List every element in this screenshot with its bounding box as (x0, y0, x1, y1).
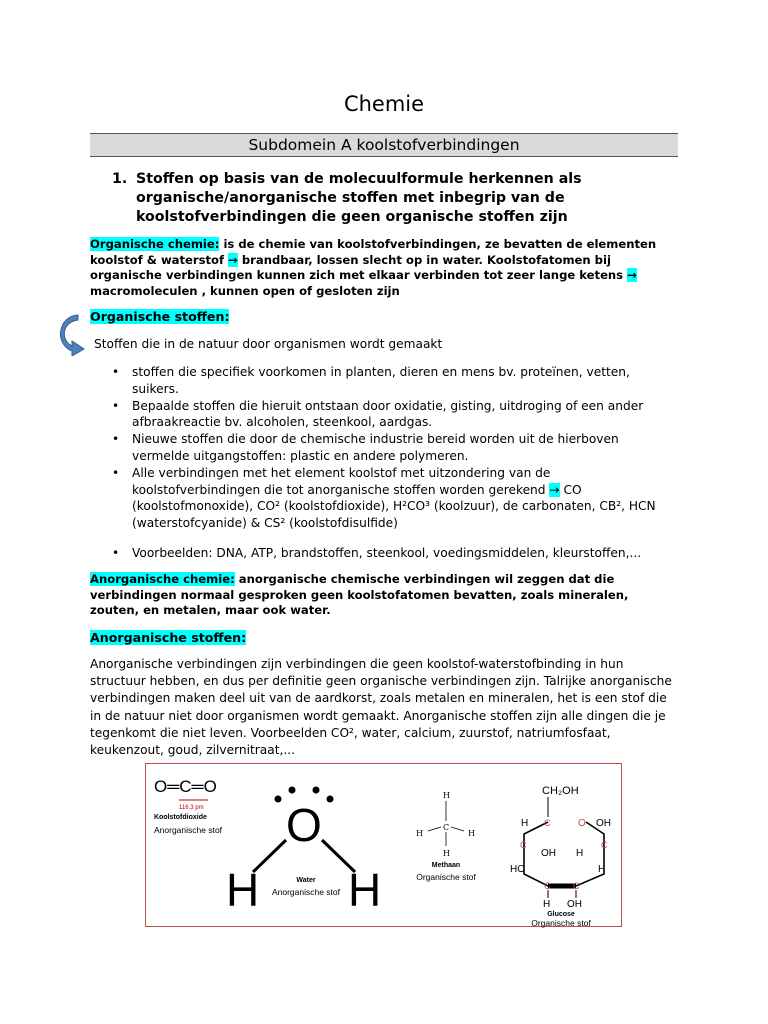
glucose-h: H (598, 864, 606, 875)
methaan-h-right: H (468, 829, 475, 838)
organische-chemie-text-c: macromoleculen , kunnen open of gesloten zijn (90, 283, 400, 298)
methaan-type: Organische stof (416, 872, 476, 882)
glucose-o: O (578, 818, 586, 829)
lone-pair-dot (327, 796, 334, 803)
bullet-icon: • (112, 398, 120, 413)
glucose-ch2oh: CH₂OH (542, 785, 579, 797)
subdomain-heading: Subdomein A koolstofverbindingen (90, 133, 678, 157)
glucose-h: H (521, 818, 529, 829)
bullet-icon: • (112, 465, 120, 480)
voorbeelden-list (112, 545, 672, 562)
anorganische-chemie-paragraph: Anorganische chemie: anorganische chemische verbindingen wil zeggen dat die verbindingen normaal gesproken geen koolstofatomen bevatten, zoals mineralen, zouten, en metalen, maar ook water. (90, 572, 629, 617)
water-type: Anorganische stof (271, 887, 341, 897)
bullet-icon: • (112, 546, 120, 560)
lone-pair-dot (289, 787, 296, 794)
lone-pair-dot (275, 796, 282, 803)
heading-text: Stoffen op basis van de molecuulformule herkennen als organische/anorganische stoffen met inbegrip van de koolstofverbindingen die geen organische stoffen zijn (136, 171, 582, 225)
page-title: Chemie (343, 92, 425, 116)
co2-bond-length: 116.3 pm (179, 805, 204, 811)
methaan-h-bottom: H (443, 849, 450, 858)
glucose-ho: HO (510, 864, 525, 875)
organische-chemie-paragraph (90, 237, 680, 299)
heading-number: 1. (112, 171, 128, 187)
molecule-figure (145, 763, 622, 927)
list-item: • Alle verbindingen met het element koolstof met uitzondering van de koolstofverbindingen die tot anorganische stoffen worden gerekend → CO (koolstofmonoxide), CO² (koolstofdioxide), H²CO³ (koolzuur), de carbonaten, CB², HCN (waterstofcyanide) & CS² (koolstofdisulfide) (112, 465, 656, 531)
anorganische-stoffen-label: Anorganische stoffen: (90, 630, 247, 645)
glucose-oh: OH (596, 818, 611, 829)
organische-chemie-text-b: brandbaar, lossen slecht op in water. Koolstofatomen bij organische verbindingen kunnen zich met elkaar verbinden tot zeer lange ketens (90, 252, 628, 282)
glucose-c: C (544, 881, 551, 891)
list-item: • Nieuwe stoffen die door de chemische industrie bereid worden uit de hierboven vermelde uitgangstoffen: plastic en andere polymeren. (112, 432, 619, 463)
co2-formula: O═C═O (154, 777, 217, 796)
methaan-h-left: H (416, 829, 423, 838)
glucose-h: H (576, 848, 584, 859)
glucose-c: C (573, 881, 580, 891)
numbered-heading (112, 170, 692, 227)
organische-chemie-label: Organische chemie: (90, 237, 220, 251)
bullet-icon: • (112, 365, 120, 379)
glucose-c: C (601, 840, 608, 850)
glucose-c: C (520, 840, 527, 850)
glucose-oh: OH (567, 899, 582, 910)
glucose-type: Organische stof (531, 918, 591, 928)
water-hydrogen-right: H (348, 864, 382, 916)
co2-name: Koolstofdioxide (154, 814, 207, 821)
list-item: • Bepaalde stoffen die hieruit ontstaan door oxidatie, gisting, uitdroging of een ander afbraakreactie bv. alcoholen, steenkool, aardgas. (112, 398, 644, 430)
arrow-icon: → (228, 252, 238, 267)
list-item: • stoffen die specifiek voorkomen in planten, dieren en mens bv. proteïnen, vetten, suikers. (112, 365, 630, 396)
arrow-icon: → (627, 268, 637, 282)
water-hydrogen-left: H (226, 864, 260, 916)
co2-type: Anorganische stof (154, 825, 223, 835)
water-name: Water (296, 877, 316, 884)
methaan-h-top: H (443, 791, 450, 800)
organische-stoffen-intro: Stoffen die in de natuur door organismen wordt gemaakt (94, 337, 443, 351)
glucose-name: Glucose (547, 911, 575, 918)
bullet-icon: • (112, 432, 120, 447)
arrow-icon: → (549, 482, 560, 497)
glucose-c: C (544, 818, 551, 828)
organische-chemie-text-a: is de chemie van koolstofverbindingen, ze bevatten de elementen koolstof & waterstof (90, 237, 657, 267)
molecule-drawings (146, 764, 623, 928)
organische-stoffen-label: Organische stoffen: (90, 309, 230, 324)
glucose-h: H (543, 899, 551, 910)
organische-stoffen-list (112, 364, 672, 532)
list-item: • Voorbeelden: DNA, ATP, brandstoffen, steenkool, voedingsmiddelen, kleurstoffen,... (112, 546, 642, 560)
anorganische-chemie-label: Anorganische chemie: (90, 572, 235, 586)
anorganische-stoffen-paragraph: Anorganische verbindingen zijn verbindingen die geen koolstof-waterstofbinding in hun structuur hebben, en dus per definitie geen organische verbindingen zijn. Talrijke anorganische verbindingen maken deel uit van de aardkorst, zoals metalen en mineralen, het is een stof die in de natuur niet door organismen wordt gemaakt. Anorganische stoffen zijn alle dingen die je tegenkomt die niet leven. Voorbeelden CO², water, calcium, zuurstof, natriumfosfaat, keukenzout, goud, zilvernitraat,... (90, 657, 672, 758)
methaan-c: C (443, 823, 450, 832)
lone-pair-dot (313, 787, 320, 794)
curved-arrow-icon (58, 314, 92, 356)
water-oxygen: O (286, 799, 322, 851)
methaan-name: Methaan (431, 862, 461, 869)
glucose-oh: OH (541, 848, 556, 859)
